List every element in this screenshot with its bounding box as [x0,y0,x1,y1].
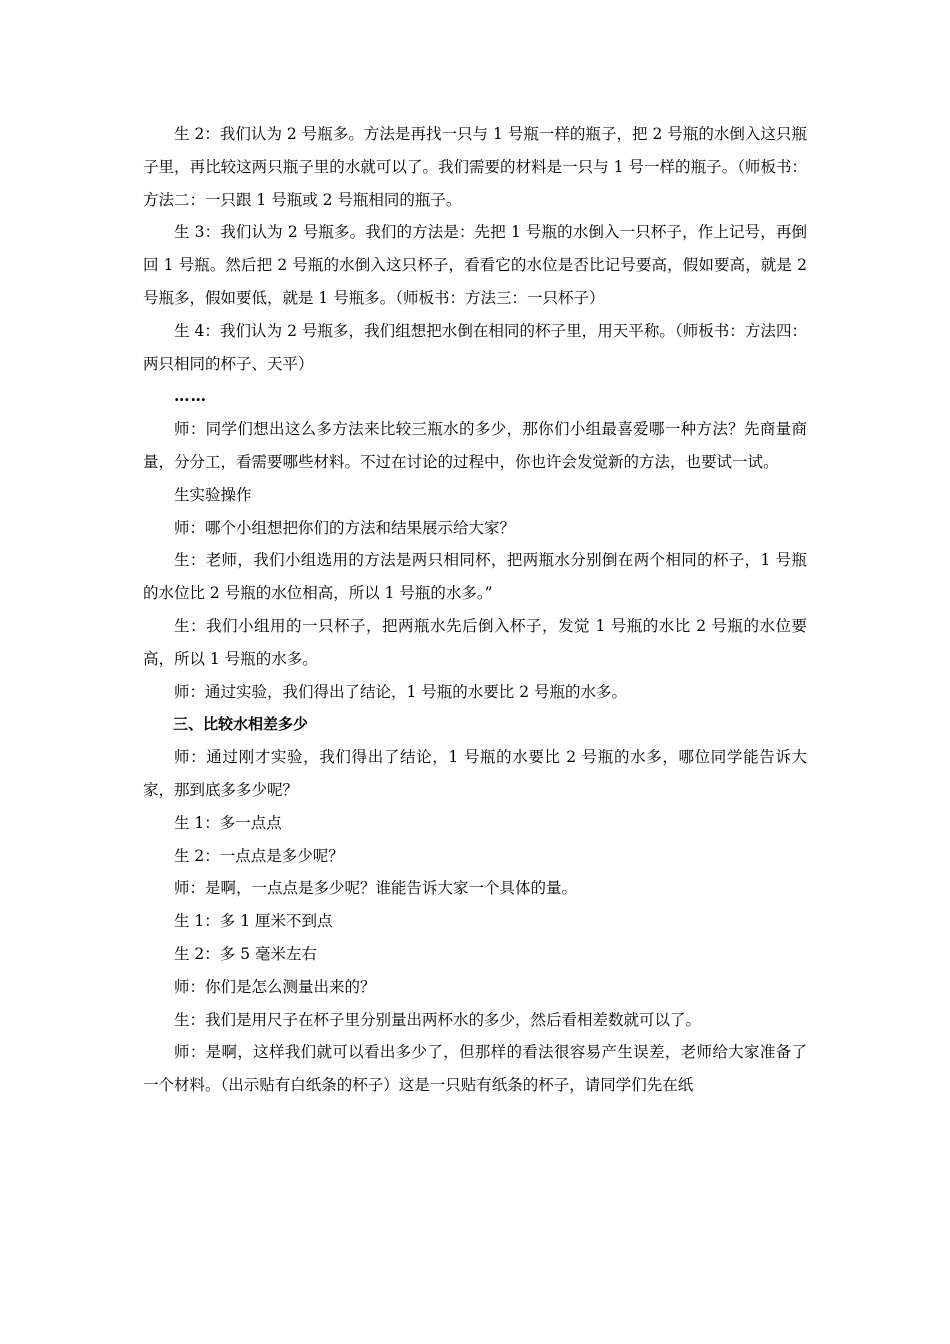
paragraph-student4-method4: 生 4：我们认为 2 号瓶多，我们组想把水倒在相同的杯子里，用天平称。（师板书：方法四：两只相同的杯子、天平） [143,321,807,373]
paragraph-teacher-ask-groups: 师：哪个小组想把你们的方法和结果展示给大家？ [174,518,516,537]
paragraph-teacher-material: 师：是啊，这样我们就可以看出多少了，但那样的看法很容易产生误差，老师给大家准备了一个材料。（出示贴有白纸条的杯子）这是一只贴有纸条的杯子，请同学们先在纸 [143,1043,807,1095]
paragraph-teacher-specific: 师：是啊，一点点是多少呢？谁能告诉大家一个具体的量。 [174,879,578,898]
document-body [143,118,807,1102]
paragraph-teacher-how-much: 师：通过刚才实验，我们得出了结论，1 号瓶的水要比 2 号瓶的水多，哪位同学能告诉大家，那到底多多少呢？ [143,748,807,799]
paragraph-student3-method3: 生 3：我们认为 2 号瓶多。我们的方法是：先把 1 号瓶的水倒入一只杯子，作上记号，再倒回 1 号瓶。然后把 2 号瓶的水倒入这只杯子，看看它的水位是否比记号要高，假如要高，就是 2 号瓶多，假如要低，就是 1 号瓶多。（师板书：方法三：一只杯子） [143,223,807,307]
paragraph-student-one-cup: 生：我们小组用的一只杯子，把两瓶水先后倒入杯子，发觉 1 号瓶的水比 2 号瓶的水位要高，所以 1 号瓶的水多。 [143,616,807,668]
paragraph-student2-mm: 生 2：多 5 毫米左右 [174,944,318,963]
paragraph-student1-little: 生 1：多一点点 [174,813,282,832]
paragraph-student1-cm: 生 1：多 1 厘米不到点 [174,912,333,931]
paragraph-teacher-measure: 师：你们是怎么测量出来的？ [174,977,376,996]
paragraph-student2-question: 生 2：一点点是多少呢？ [174,846,344,865]
paragraph-student2-method2: 生 2：我们认为 2 号瓶多。方法是再找一只与 1 号瓶一样的瓶子，把 2 号瓶的水倒入这只瓶子里，再比较这两只瓶子里的水就可以了。我们需要的材料是一只与 1 号一样的瓶子。（师板书：方法二：一只跟 1 号瓶或 2 号瓶相同的瓶子。 [143,125,807,209]
paragraph-teacher-conclusion: 师：通过实验，我们得出了结论，1 号瓶的水要比 2 号瓶的水多。 [174,682,628,701]
paragraph-ellipsis: …… [174,386,207,406]
paragraph-teacher-discuss: 师：同学们想出这么多方法来比较三瓶水的多少，那你们小组最喜爱哪一种方法？先商量商量，分分工，看需要哪些材料。不过在讨论的过程中，你也许会发觉新的方法，也要试一试。 [143,420,807,471]
paragraph-experiment: 生实验操作 [174,485,252,504]
paragraph-student-two-cups: 生：老师，我们小组选用的方法是两只相同杯，把两瓶水分别倒在两个相同的杯子，1 号瓶的水位比 2 号瓶的水位相高，所以 1 号瓶的水多。” [143,551,807,603]
section-heading-compare-difference: 三、比较水相差多少 [173,715,309,734]
paragraph-student-ruler: 生：我们是用尺子在杯子里分别量出两杯水的多少，然后看相差数就可以了。 [174,1010,702,1029]
